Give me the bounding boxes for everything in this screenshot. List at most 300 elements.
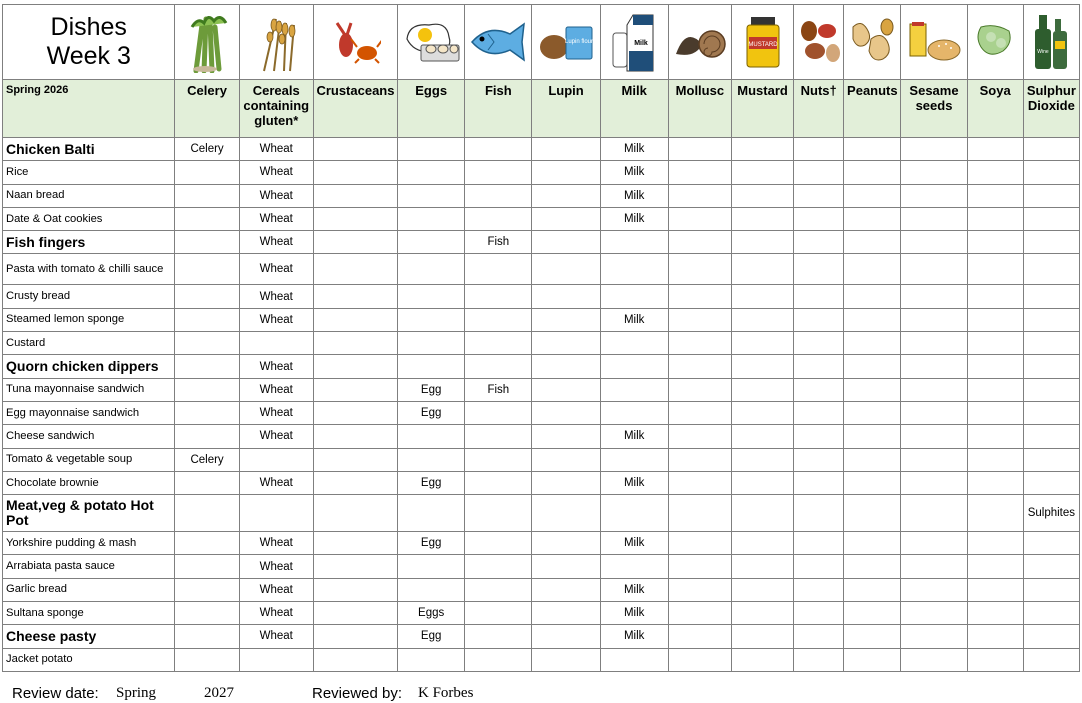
allergen-cell (844, 532, 901, 555)
dish-name: Chicken Balti (3, 138, 175, 161)
allergen-cell (794, 625, 844, 648)
allergen-cell (731, 378, 793, 401)
allergen-cell: Wheat (239, 184, 313, 207)
allergen-cell: Wheat (239, 355, 313, 378)
title-line-2: Week 3 (46, 42, 131, 70)
allergen-cell (668, 625, 731, 648)
allergen-cell (532, 425, 600, 448)
allergen-cell (731, 184, 793, 207)
allergen-cell (901, 184, 967, 207)
allergen-cell (844, 184, 901, 207)
allergen-cell (794, 555, 844, 578)
allergen-cell (465, 578, 532, 601)
allergen-cell (731, 308, 793, 331)
allergen-cell (175, 308, 239, 331)
allergen-cell (668, 425, 731, 448)
dish-name: Date & Oat cookies (3, 207, 175, 230)
allergen-cell (668, 231, 731, 254)
dish-name: Steamed lemon sponge (3, 308, 175, 331)
allergen-cell: Milk (600, 161, 668, 184)
allergen-cell: Wheat (239, 578, 313, 601)
allergen-cell (731, 555, 793, 578)
allergen-cell (844, 471, 901, 494)
allergen-cell (398, 355, 465, 378)
allergen-cell (313, 254, 397, 285)
allergen-cell (967, 648, 1023, 671)
allergen-cell (794, 378, 844, 401)
allergen-cell (668, 308, 731, 331)
reviewer-name: K Forbes (418, 685, 474, 701)
allergen-cell (313, 231, 397, 254)
dish-name: Tuna mayonnaise sandwich (3, 378, 175, 401)
allergen-cell (1023, 448, 1079, 471)
table-row (3, 285, 1080, 308)
allergen-cell: Milk (600, 425, 668, 448)
allergen-cell (668, 602, 731, 625)
nuts-icon (794, 5, 844, 80)
allergen-cell (313, 285, 397, 308)
allergen-cell (1023, 625, 1079, 648)
allergen-cell (313, 625, 397, 648)
allergen-cell (1023, 425, 1079, 448)
allergen-cell (532, 602, 600, 625)
allergen-cell: Wheat (239, 602, 313, 625)
allergen-cell (731, 207, 793, 230)
allergen-cell (1023, 648, 1079, 671)
allergen-cell (465, 308, 532, 331)
allergen-cell: Wheat (239, 532, 313, 555)
allergen-cell (794, 495, 844, 532)
allergen-cell (668, 184, 731, 207)
dish-name: Meat,veg & potato Hot Pot (3, 495, 175, 532)
allergen-cell (844, 378, 901, 401)
allergen-cell (967, 254, 1023, 285)
mustard-icon (731, 5, 793, 80)
allergen-cell (175, 332, 239, 355)
allergen-cell (175, 648, 239, 671)
allergen-cell: Milk (600, 184, 668, 207)
allergen-cell (668, 378, 731, 401)
allergen-cell (967, 555, 1023, 578)
allergen-cell: Egg (398, 401, 465, 424)
allergen-cell: Wheat (239, 231, 313, 254)
allergen-cell (532, 184, 600, 207)
col-header-fish: Fish (465, 80, 532, 138)
allergen-cell (532, 355, 600, 378)
eggs-icon (398, 5, 465, 80)
col-header-mustard: Mustard (731, 80, 793, 138)
allergen-cell (1023, 254, 1079, 285)
allergen-cell (532, 495, 600, 532)
table-row (3, 161, 1080, 184)
allergen-cell (668, 532, 731, 555)
allergen-cell (844, 138, 901, 161)
allergen-cell: Wheat (239, 254, 313, 285)
allergen-cell: Wheat (239, 378, 313, 401)
allergen-cell (600, 648, 668, 671)
allergen-cell (465, 332, 532, 355)
dish-name: Naan bread (3, 184, 175, 207)
allergen-cell (313, 401, 397, 424)
allergen-cell (901, 401, 967, 424)
allergen-cell (1023, 231, 1079, 254)
page-title (3, 5, 175, 80)
table-row (3, 355, 1080, 378)
allergen-cell (731, 425, 793, 448)
allergen-cell (901, 285, 967, 308)
allergen-cell (465, 161, 532, 184)
table-row (3, 378, 1080, 401)
allergen-cell: Egg (398, 625, 465, 648)
dish-name: Crusty bread (3, 285, 175, 308)
allergen-cell (313, 355, 397, 378)
allergen-cell (731, 332, 793, 355)
allergen-cell: Wheat (239, 285, 313, 308)
allergen-cell (398, 425, 465, 448)
allergen-cell (794, 355, 844, 378)
allergen-cell: Wheat (239, 625, 313, 648)
allergen-cell (1023, 207, 1079, 230)
allergen-cell (731, 161, 793, 184)
allergen-cell (668, 648, 731, 671)
allergen-cell (398, 231, 465, 254)
allergen-cell (532, 555, 600, 578)
table-row (3, 648, 1080, 671)
allergen-cell (844, 578, 901, 601)
allergen-cell (1023, 378, 1079, 401)
allergen-cell (175, 555, 239, 578)
allergen-cell (668, 285, 731, 308)
allergen-cell (967, 332, 1023, 355)
allergen-cell (731, 602, 793, 625)
allergen-cell (794, 425, 844, 448)
dish-name: Arrabiata pasta sauce (3, 555, 175, 578)
allergen-cell (1023, 532, 1079, 555)
allergen-cell (844, 448, 901, 471)
table-row (3, 207, 1080, 230)
table-row (3, 625, 1080, 648)
allergen-cell (1023, 602, 1079, 625)
allergen-cell (967, 184, 1023, 207)
allergen-cell (844, 207, 901, 230)
allergen-cell (313, 555, 397, 578)
col-header-nuts: Nuts† (794, 80, 844, 138)
allergen-cell (901, 425, 967, 448)
col-header-cereals: Cereals containing gluten* (239, 80, 313, 138)
allergen-cell (901, 625, 967, 648)
allergen-cell (600, 285, 668, 308)
allergen-cell (901, 578, 967, 601)
allergen-cell (175, 378, 239, 401)
allergen-cell (600, 355, 668, 378)
allergen-cell (313, 184, 397, 207)
allergen-cell (967, 495, 1023, 532)
allergen-cell (465, 471, 532, 494)
allergen-cell (668, 207, 731, 230)
allergen-cell (967, 401, 1023, 424)
allergen-cell (313, 448, 397, 471)
allergen-cell (239, 648, 313, 671)
allergen-cell (794, 648, 844, 671)
allergen-cell (668, 555, 731, 578)
allergen-cell (398, 254, 465, 285)
allergen-cell: Wheat (239, 555, 313, 578)
allergen-cell (465, 555, 532, 578)
allergen-cell (731, 254, 793, 285)
allergen-cell: Milk (600, 578, 668, 601)
allergen-cell (1023, 355, 1079, 378)
allergen-cell (844, 425, 901, 448)
allergen-cell (967, 161, 1023, 184)
allergen-cell (901, 138, 967, 161)
table-row (3, 138, 1080, 161)
allergen-cell (313, 138, 397, 161)
soya-icon (967, 5, 1023, 80)
allergen-cell (731, 401, 793, 424)
allergen-cell (313, 378, 397, 401)
allergen-cell (1023, 184, 1079, 207)
allergen-cell (794, 231, 844, 254)
allergen-cell (398, 555, 465, 578)
allergen-cell (967, 602, 1023, 625)
allergen-cell: Wheat (239, 425, 313, 448)
allergen-cell (313, 495, 397, 532)
allergen-cell (175, 161, 239, 184)
mustard-icon-label: MUSTARD (747, 42, 778, 48)
allergen-cell (901, 448, 967, 471)
allergen-cell (731, 578, 793, 601)
season-label: Spring 2026 (3, 80, 175, 138)
allergen-cell (313, 425, 397, 448)
allergen-cell: Eggs (398, 602, 465, 625)
table-row (3, 254, 1080, 285)
allergen-cell (967, 448, 1023, 471)
allergen-cell (901, 532, 967, 555)
allergen-cell: Wheat (239, 207, 313, 230)
allergen-cell: Milk (600, 602, 668, 625)
allergen-cell (313, 532, 397, 555)
allergen-cell (901, 254, 967, 285)
allergen-cell (600, 495, 668, 532)
allergen-cell (465, 207, 532, 230)
review-date-label: Review date: (12, 685, 99, 702)
table-row (3, 308, 1080, 331)
allergen-cell (398, 578, 465, 601)
sesame-icon (901, 5, 967, 80)
allergen-cell (967, 285, 1023, 308)
allergen-cell (313, 578, 397, 601)
dish-name: Tomato & vegetable soup (3, 448, 175, 471)
allergen-cell (731, 495, 793, 532)
allergen-cell: Milk (600, 138, 668, 161)
table-row (3, 532, 1080, 555)
allergen-cell (600, 401, 668, 424)
allergen-cell (175, 532, 239, 555)
allergen-cell (313, 602, 397, 625)
allergen-cell (1023, 401, 1079, 424)
allergen-cell (465, 355, 532, 378)
table-row (3, 425, 1080, 448)
allergen-cell (668, 355, 731, 378)
allergen-cell (239, 448, 313, 471)
allergen-cell (844, 254, 901, 285)
allergen-cell (532, 161, 600, 184)
allergen-cell (1023, 471, 1079, 494)
allergen-cell (844, 648, 901, 671)
wine-icon-label: Wine (1037, 49, 1050, 55)
dish-name: Rice (3, 161, 175, 184)
allergen-cell (794, 448, 844, 471)
allergen-cell (901, 555, 967, 578)
allergen-cell (901, 648, 967, 671)
allergen-cell: Fish (465, 378, 532, 401)
allergen-cell (532, 625, 600, 648)
allergen-cell (532, 254, 600, 285)
allergen-cell (901, 378, 967, 401)
allergen-cell (465, 648, 532, 671)
allergen-cell (175, 578, 239, 601)
allergen-cell: Wheat (239, 471, 313, 494)
allergen-cell (532, 285, 600, 308)
col-header-sesame: Sesame seeds (901, 80, 967, 138)
allergen-cell (600, 254, 668, 285)
allergen-cell (901, 355, 967, 378)
allergen-cell (668, 471, 731, 494)
dish-name: Egg mayonnaise sandwich (3, 401, 175, 424)
allergen-cell (844, 332, 901, 355)
allergen-cell (532, 578, 600, 601)
allergen-cell (794, 161, 844, 184)
dish-name: Fish fingers (3, 231, 175, 254)
col-header-celery: Celery (175, 80, 239, 138)
allergen-cell (465, 401, 532, 424)
allergen-cell (532, 532, 600, 555)
allergen-cell (175, 495, 239, 532)
allergen-cell (175, 401, 239, 424)
allergen-cell (465, 254, 532, 285)
table-row (3, 448, 1080, 471)
col-header-lupin: Lupin (532, 80, 600, 138)
allergen-table (2, 4, 1080, 672)
allergen-cell (731, 355, 793, 378)
allergen-cell (731, 231, 793, 254)
allergen-cell (313, 161, 397, 184)
table-row (3, 578, 1080, 601)
allergen-cell (398, 207, 465, 230)
allergen-cell (1023, 555, 1079, 578)
allergen-cell (532, 378, 600, 401)
table-row (3, 555, 1080, 578)
allergen-cell (794, 471, 844, 494)
allergen-cell (313, 332, 397, 355)
allergen-cell (600, 378, 668, 401)
allergen-cell: Celery (175, 448, 239, 471)
celery-icon (175, 5, 239, 80)
lupin-icon (532, 5, 600, 80)
milk-icon (600, 5, 668, 80)
allergen-cell (175, 355, 239, 378)
allergen-cell (967, 378, 1023, 401)
allergen-cell (668, 138, 731, 161)
allergen-cell (731, 648, 793, 671)
allergen-cell: Wheat (239, 308, 313, 331)
allergen-cell (175, 602, 239, 625)
allergen-cell (465, 532, 532, 555)
allergen-cell (532, 648, 600, 671)
allergen-cell: Egg (398, 378, 465, 401)
allergen-cell (398, 495, 465, 532)
allergen-cell (532, 448, 600, 471)
col-header-crustaceans: Crustaceans (313, 80, 397, 138)
allergen-cell (175, 471, 239, 494)
allergen-cell (794, 602, 844, 625)
dish-rows (3, 138, 1080, 672)
dish-name: Quorn chicken dippers (3, 355, 175, 378)
allergen-cell: Wheat (239, 138, 313, 161)
allergen-cell (844, 285, 901, 308)
allergen-cell (901, 231, 967, 254)
allergen-cell (668, 401, 731, 424)
col-header-sulphur: Sulphur Dioxide (1023, 80, 1079, 138)
allergen-cell: Wheat (239, 401, 313, 424)
allergen-cell (668, 332, 731, 355)
allergen-cell (901, 332, 967, 355)
allergen-cell (794, 207, 844, 230)
allergen-cell (600, 332, 668, 355)
allergen-cell: Egg (398, 532, 465, 555)
allergen-cell (1023, 578, 1079, 601)
allergen-cell (844, 555, 901, 578)
allergen-cell (794, 578, 844, 601)
table-row (3, 602, 1080, 625)
allergen-cell (398, 448, 465, 471)
allergen-cell: Milk (600, 308, 668, 331)
allergen-cell (901, 602, 967, 625)
allergen-cell: Milk (600, 625, 668, 648)
lupin-icon-label: Lupin flour (565, 39, 594, 45)
allergen-cell (239, 332, 313, 355)
allergen-cell (1023, 161, 1079, 184)
allergen-cell (465, 602, 532, 625)
header-row (3, 80, 1080, 138)
dish-name: Cheese pasty (3, 625, 175, 648)
allergen-cell (398, 161, 465, 184)
allergen-cell (1023, 308, 1079, 331)
table-row (3, 471, 1080, 494)
allergen-cell: Wheat (239, 161, 313, 184)
allergen-cell (731, 138, 793, 161)
allergen-cell (794, 532, 844, 555)
dish-name: Garlic bread (3, 578, 175, 601)
allergen-cell (844, 355, 901, 378)
milk-icon-label: Milk (634, 40, 649, 47)
allergen-cell (844, 602, 901, 625)
table-row (3, 231, 1080, 254)
crustaceans-icon (313, 5, 397, 80)
title-line-1: Dishes (50, 13, 127, 41)
allergen-cell: Sulphites (1023, 495, 1079, 532)
allergen-cell (794, 184, 844, 207)
allergen-cell (398, 184, 465, 207)
allergen-cell (967, 207, 1023, 230)
allergen-cell (175, 625, 239, 648)
allergen-cell (794, 285, 844, 308)
allergen-cell (844, 231, 901, 254)
allergen-cell: Milk (600, 471, 668, 494)
allergen-cell (901, 207, 967, 230)
allergen-cell (668, 448, 731, 471)
allergen-cell (398, 285, 465, 308)
